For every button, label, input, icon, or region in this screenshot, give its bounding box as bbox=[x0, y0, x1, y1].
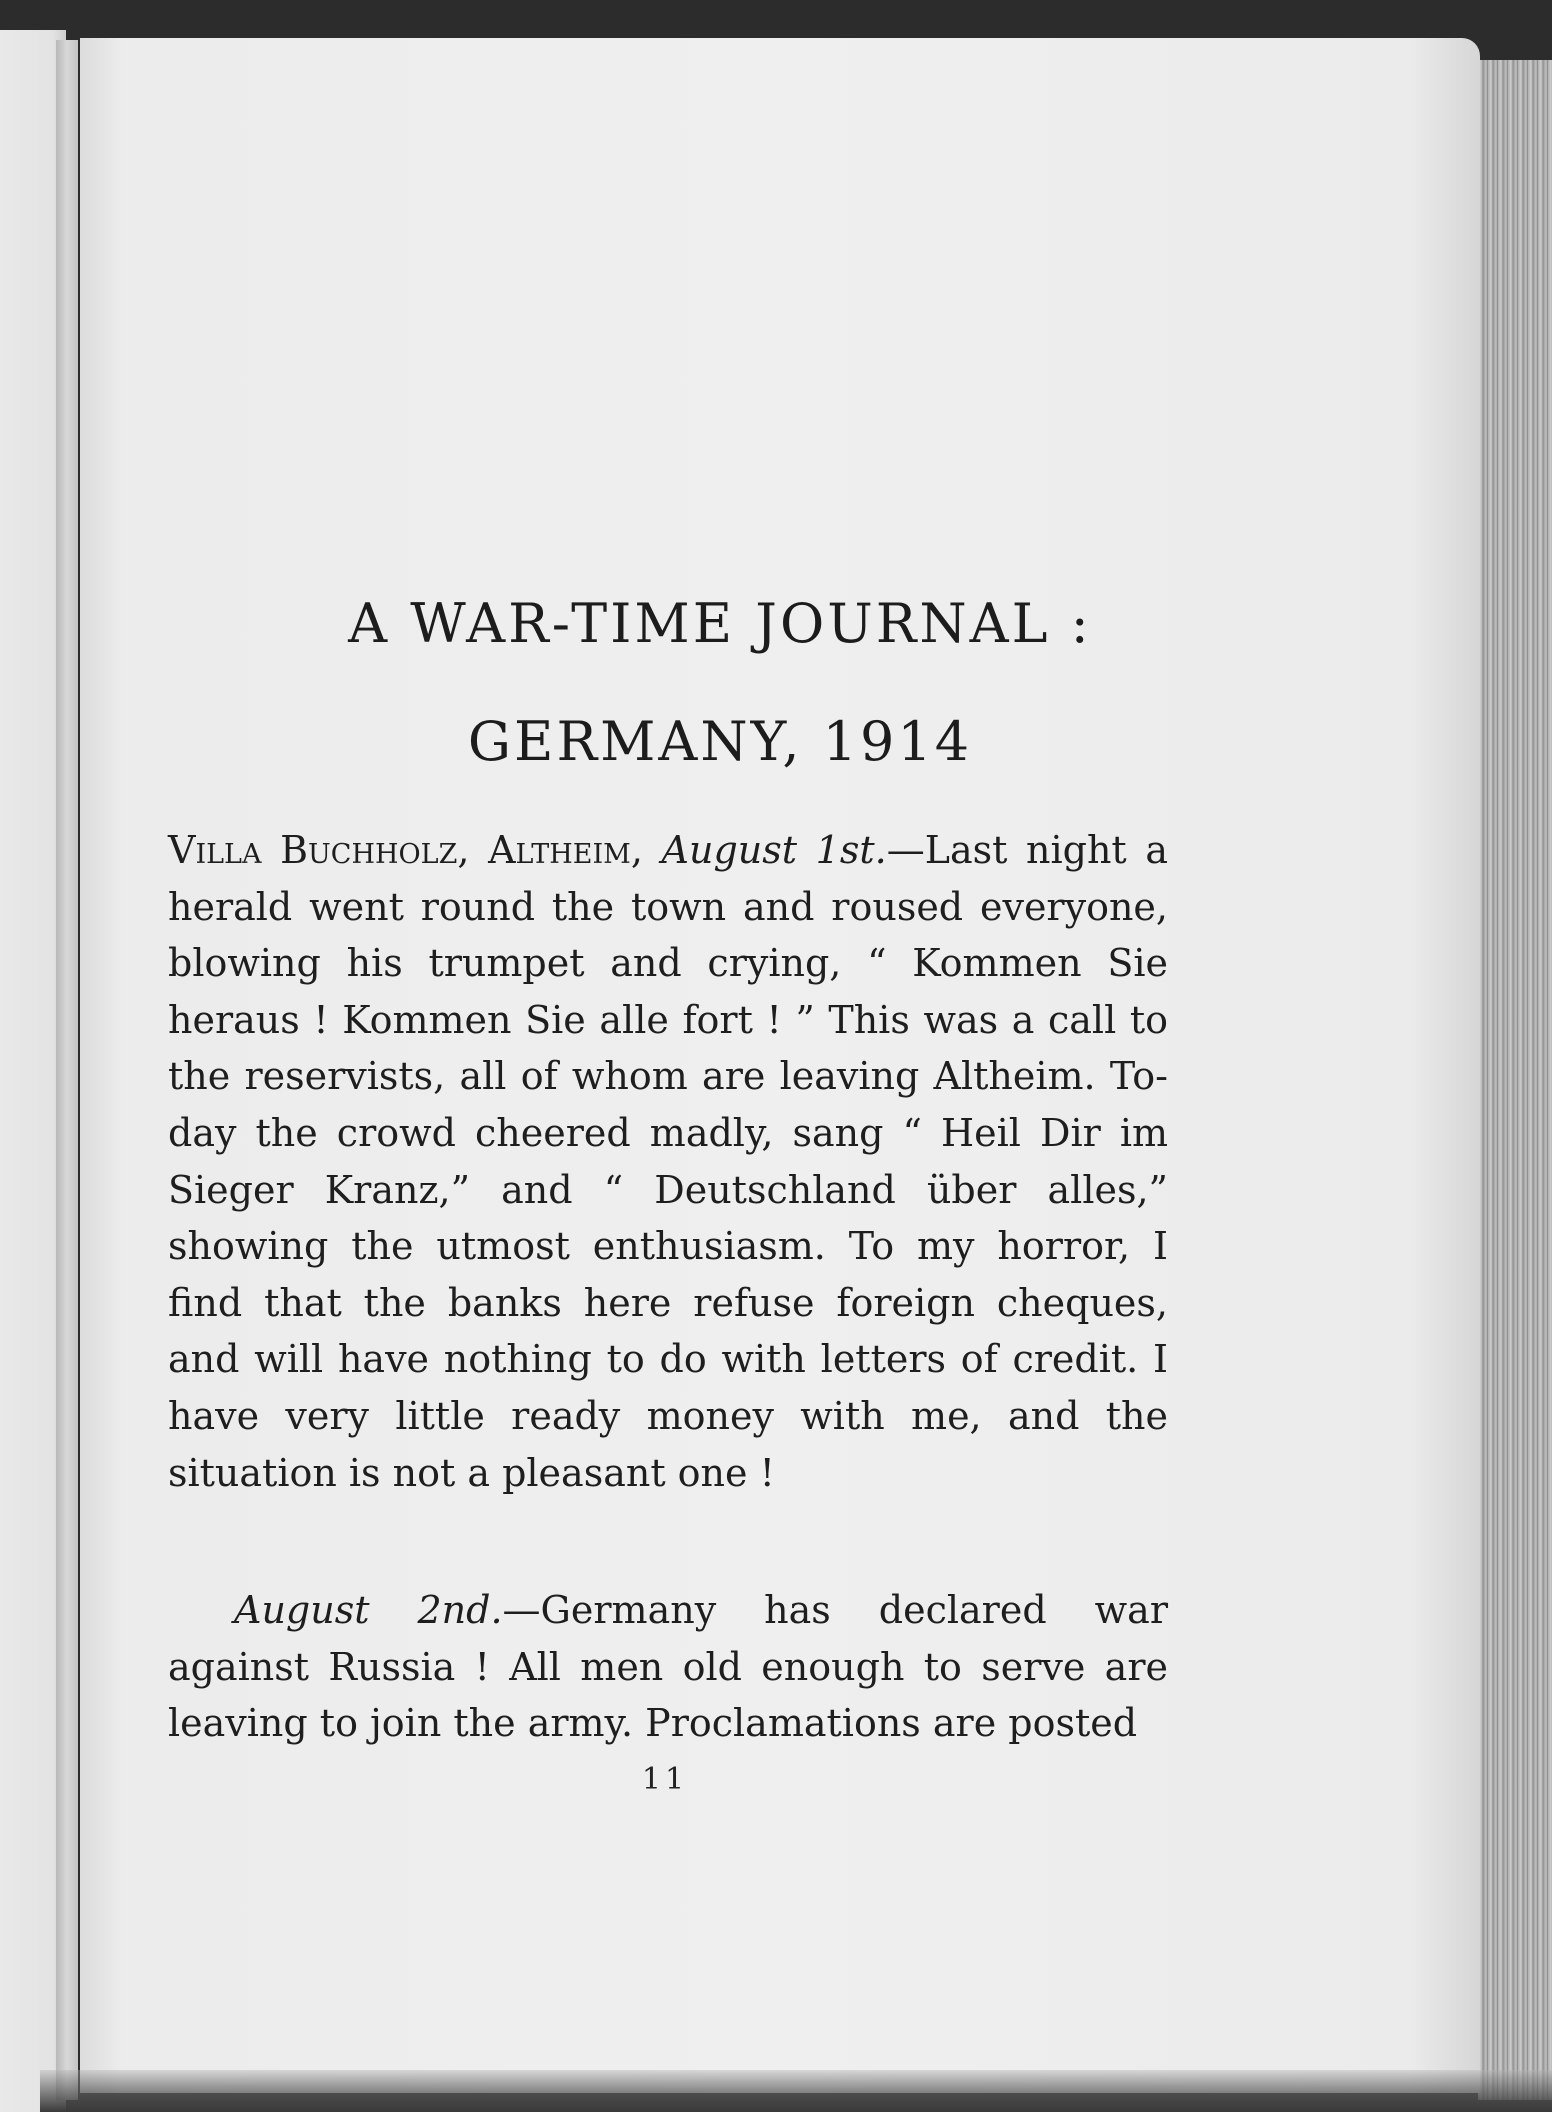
book-gutter bbox=[56, 40, 78, 2100]
entry-1-text: —Last night a herald went round the town and roused everyone, blowing his trumpet and crying, “ Kommen Sie heraus ! Kommen Sie alle fort ! ” This was a call to the reservists, all of whom are leaving Altheim. To-day the crowd cheered madly, sang “ Heil Dir im Sieger Kranz,” and “ Deutschland über alles,” showing the utmost enthusiasm. To my horror, I find that the banks here refuse foreign cheques, and will have nothing to do with letters of credit. I have very little ready money with me, and the situation is not a pleasant one ! bbox=[168, 828, 1168, 1495]
title-line-2: GERMANY, 1914 bbox=[467, 710, 973, 773]
page-edges bbox=[1478, 60, 1552, 2100]
entry-2-date: August 2nd. bbox=[234, 1588, 503, 1632]
journal-entry-1 bbox=[168, 822, 1168, 1501]
entry-1-date: August 1st. bbox=[661, 828, 887, 872]
entry-2-text: —Germany has declared war against Russia ! All men old enough to serve are leaving to join the army. Proclamations are posted bbox=[168, 1588, 1168, 1746]
scan-bottom-edge bbox=[40, 2070, 1552, 2112]
page-number: 11 bbox=[641, 1762, 689, 1797]
journal-entry-2 bbox=[168, 1582, 1168, 1752]
title-line-1: A WAR-TIME JOURNAL : bbox=[348, 592, 1092, 655]
entry-1-place: Villa Buchholz, Altheim, bbox=[168, 828, 643, 872]
